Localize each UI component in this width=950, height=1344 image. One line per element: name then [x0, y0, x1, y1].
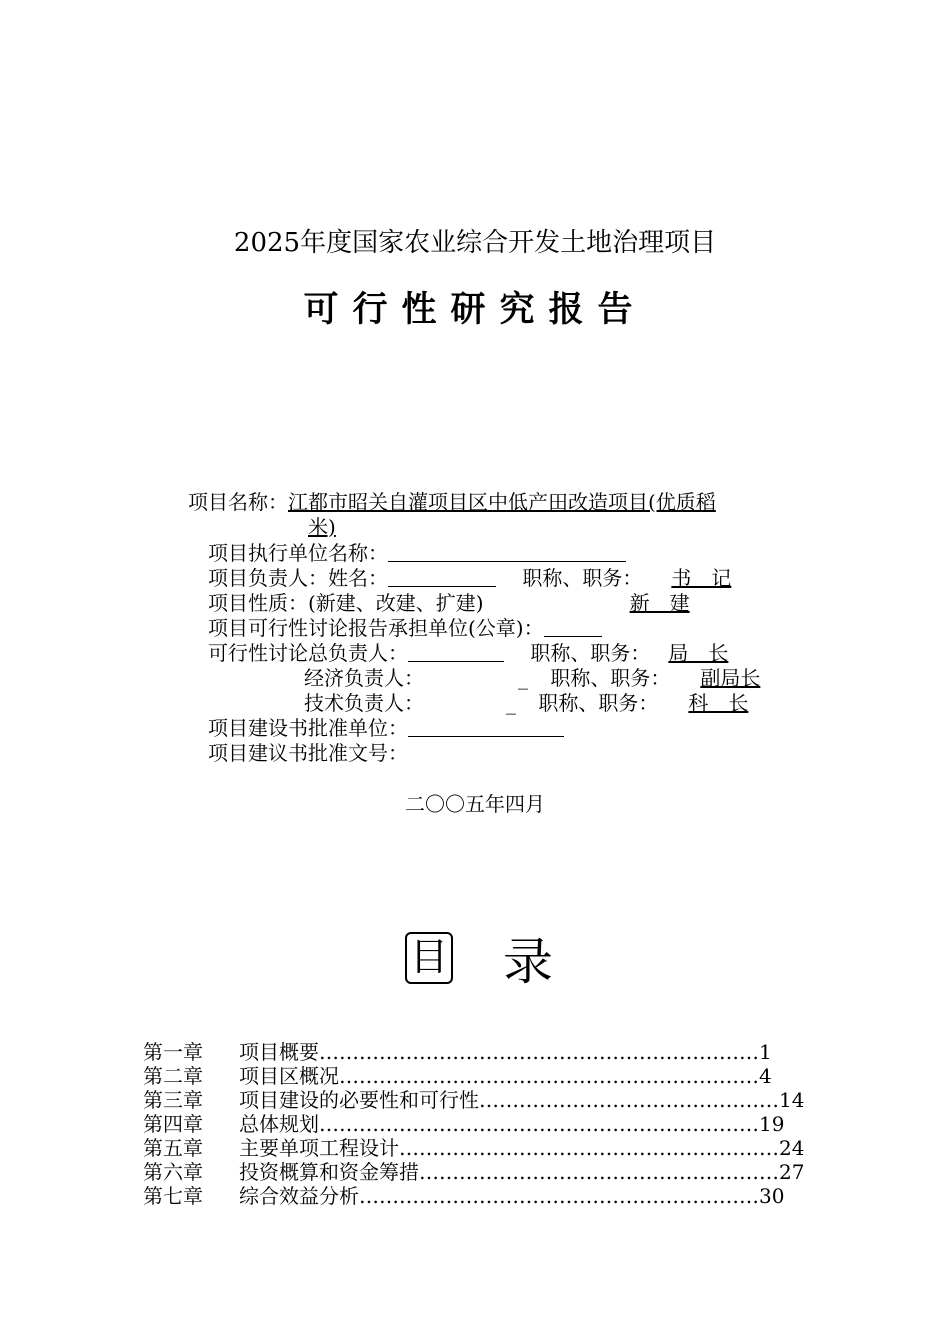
leader-title-label: 职称、职务： — [522, 566, 643, 590]
nature-row — [208, 591, 690, 616]
toc-dots: ………………………………………………………… — [319, 1040, 759, 1064]
toc-chapter: 第七章 — [143, 1184, 203, 1208]
toc-entry-title: 主要单项工程设计 — [239, 1136, 399, 1160]
toc-entry[interactable] — [143, 1184, 784, 1208]
report-unit-row — [208, 616, 602, 641]
chief-name-blank — [408, 643, 504, 662]
toc-dots: ………………………………………………… — [399, 1136, 779, 1160]
toc-title-char1: 目 — [405, 932, 453, 984]
toc-entry[interactable] — [143, 1088, 804, 1112]
project-name-value-cont: 米) — [308, 515, 336, 539]
toc-page: 14 — [779, 1088, 805, 1112]
nature-label: 项目性质：(新建、改建、扩建) — [208, 591, 484, 615]
tech-label: 技术负责人： — [304, 691, 424, 715]
approve-unit-label: 项目建设书批准单位： — [208, 716, 408, 740]
toc-entry[interactable] — [143, 1136, 804, 1160]
toc-entry-title: 总体规划 — [239, 1112, 319, 1136]
toc-dots: ……………………………………………… — [419, 1160, 779, 1184]
toc-dots: ……………………………………… — [479, 1088, 779, 1112]
toc-entry[interactable] — [143, 1160, 804, 1184]
toc-title — [405, 922, 553, 994]
toc-chapter: 第二章 — [143, 1064, 203, 1088]
approve-unit-row — [208, 716, 564, 741]
report-unit-label: 项目可行性讨论报告承担单位(公章)： — [208, 616, 544, 640]
toc-chapter: 第一章 — [143, 1040, 203, 1064]
chief-title-value: 局 长 — [668, 641, 729, 665]
toc-page: 1 — [759, 1040, 772, 1064]
toc-page: 27 — [779, 1160, 805, 1184]
toc-page: 4 — [759, 1064, 772, 1088]
toc-entry-title: 项目概要 — [239, 1040, 319, 1064]
toc-chapter: 第四章 — [143, 1112, 203, 1136]
toc-page: 24 — [779, 1136, 805, 1160]
econ-row: 经济负责人： _ 职称、职务： 副局长 — [304, 666, 790, 691]
leader-label: 项目负责人：姓名： — [208, 566, 388, 590]
toc-chapter: 第六章 — [143, 1160, 203, 1184]
toc-chapter: 第五章 — [143, 1136, 203, 1160]
toc-entry[interactable] — [143, 1040, 772, 1064]
report-unit-blank — [544, 618, 602, 637]
tech-row: 技术负责人： _ 职称、职务： 科 长 — [304, 691, 778, 716]
chief-row — [208, 641, 746, 666]
approve-unit-blank — [408, 718, 564, 737]
tech-title-label: 职称、职务： — [538, 691, 659, 715]
approve-doc-label: 项目建议书批准文号： — [208, 741, 408, 765]
report-date: 二〇〇五年四月 — [405, 792, 545, 816]
leader-row — [208, 566, 760, 591]
project-name-row — [188, 490, 716, 515]
project-name-label: 项目名称： — [188, 490, 288, 514]
toc-entry-title: 综合效益分析 — [239, 1184, 359, 1208]
econ-title-label: 职称、职务： — [550, 666, 671, 690]
toc-entry-title: 项目区概况 — [239, 1064, 339, 1088]
toc-entry-title: 投资概算和资金筹措 — [239, 1160, 419, 1184]
report-title-line2: 可行性研究报告 — [303, 289, 647, 330]
chief-label: 可行性讨论总负责人： — [208, 641, 408, 665]
toc-dots: ………………………………………………………… — [319, 1112, 759, 1136]
econ-title-value: 副局长 — [700, 666, 761, 690]
report-title-line1: 2025年度国家农业综合开发土地治理项目 — [233, 228, 717, 258]
toc-page: 30 — [759, 1184, 785, 1208]
chief-title-label: 职称、职务： — [530, 641, 651, 665]
exec-unit-blank — [388, 543, 626, 562]
toc-page: 19 — [759, 1112, 785, 1136]
tech-title-value: 科 长 — [688, 691, 749, 715]
toc-chapter: 第三章 — [143, 1088, 203, 1112]
toc-dots: ……………………………………………………… — [339, 1064, 759, 1088]
leader-name-blank — [388, 568, 496, 587]
toc-entry-title: 项目建设的必要性和可行性 — [239, 1088, 479, 1112]
toc-entry[interactable] — [143, 1112, 784, 1136]
toc-entry[interactable] — [143, 1064, 772, 1088]
toc-title-char2: 录 — [503, 933, 553, 991]
exec-unit-label: 项目执行单位名称： — [208, 541, 388, 565]
toc-dots: …………………………………………………… — [359, 1184, 759, 1208]
exec-unit-row — [208, 541, 626, 566]
project-name-value: 江都市昭关自灌项目区中低产田改造项目(优质稻 — [288, 490, 716, 514]
nature-value: 新 建 — [629, 591, 690, 615]
econ-label: 经济负责人： — [304, 666, 424, 690]
approve-doc-row — [208, 741, 408, 766]
leader-title-value: 书 记 — [671, 566, 732, 590]
